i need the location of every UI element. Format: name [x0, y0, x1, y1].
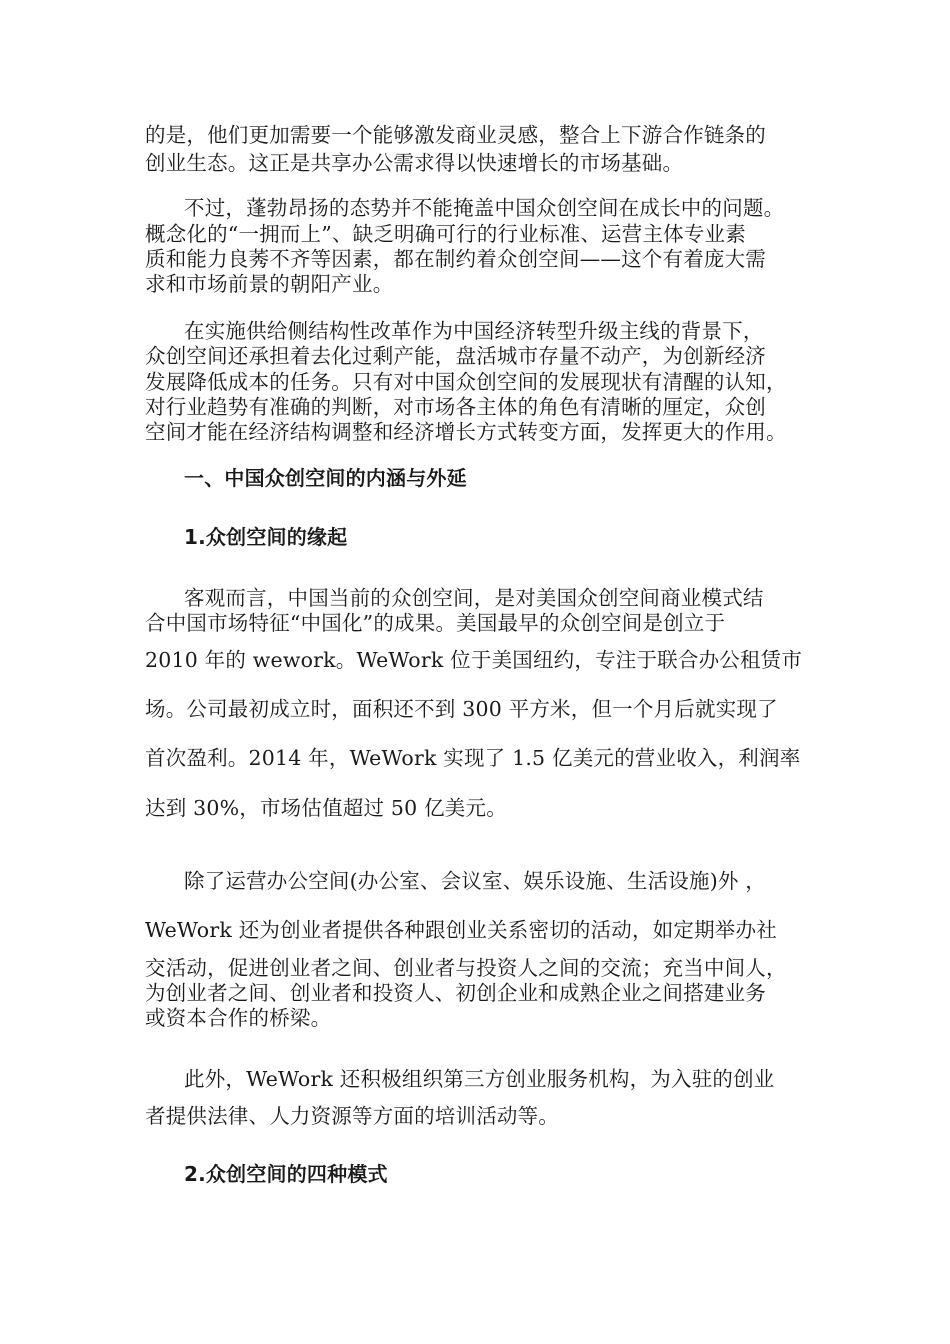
paragraph-line: 质和能力良莠不齐等因素，都在制约着众创空间——这个有着庞大需: [145, 247, 766, 271]
paragraph-line: 在实施供给侧结构性改革作为中国经济转型升级主线的背景下，: [184, 319, 764, 343]
paragraph-line: 对行业趋势有准确的判断，对市场各主体的角色有清晰的厘定，众创: [145, 395, 766, 419]
subsection-heading: 1.众创空间的缘起: [184, 525, 348, 549]
section-heading: 一、中国众创空间的内涵与外延: [184, 466, 467, 490]
paragraph-line: WeWork 还为创业者提供各种跟创业关系密切的活动，如定期举办社: [145, 918, 777, 942]
paragraph-line: 此外，WeWork 还积极组织第三方创业服务机构，为入驻的创业: [184, 1067, 775, 1091]
paragraph-line: 发展降低成本的任务。只有对中国众创空间的发展现状有清醒的认知，: [145, 370, 787, 394]
paragraph-line: 除了运营办公空间(办公室、会议室、娱乐设施、生活设施)外 ，: [184, 869, 767, 893]
paragraph-line: 的是，他们更加需要一个能够激发商业灵感，整合上下游合作链条的: [145, 123, 766, 147]
paragraph-line: 空间才能在经济结构调整和经济增长方式转变方面，发挥更大的作用。: [145, 420, 787, 444]
paragraph-line: 概念化的“一拥而上”、缺乏明确可行的行业标准、运营主体专业素: [145, 222, 746, 246]
paragraph-line: 达到 30%，市场估值超过 50 亿美元。: [145, 796, 507, 820]
paragraph-line: 客观而言，中国当前的众创空间，是对美国众创空间商业模式结: [184, 586, 764, 610]
paragraph-line: 创业生态。这正是共享办公需求得以快速增长的市场基础。: [145, 151, 684, 175]
paragraph-line: 场。公司最初成立时，面积还不到 300 平方米，但一个月后就实现了: [145, 697, 778, 721]
paragraph-line: 合中国市场特征“中国化”的成果。美国最早的众创空间是创立于: [145, 611, 726, 635]
paragraph-line: 众创空间还承担着去化过剩产能，盘活城市存量不动产，为创新经济: [145, 344, 766, 368]
paragraph-line: 者提供法律、人力资源等方面的培训活动等。: [145, 1104, 559, 1128]
subsection-heading: 2.众创空间的四种模式: [184, 1162, 388, 1186]
paragraph-line: 求和市场前景的朝阳产业。: [145, 272, 394, 296]
paragraph-line: 或资本合作的桥梁。: [145, 1006, 332, 1030]
paragraph-line: 2010 年的 wework。WeWork 位于美国纽约，专注于联合办公租赁市: [145, 648, 803, 672]
paragraph-line: 为创业者之间、创业者和投资人、初创企业和成熟企业之间搭建业务: [145, 981, 766, 1005]
paragraph-line: 交活动，促进创业者之间、创业者与投资人之间的交流；充当中间人，: [145, 956, 787, 980]
paragraph-line: 首次盈利。2014 年，WeWork 实现了 1.5 亿美元的营业收入，利润率: [145, 746, 801, 770]
paragraph-line: 不过，蓬勃昂扬的态势并不能掩盖中国众创空间在成长中的问题。: [184, 196, 785, 220]
